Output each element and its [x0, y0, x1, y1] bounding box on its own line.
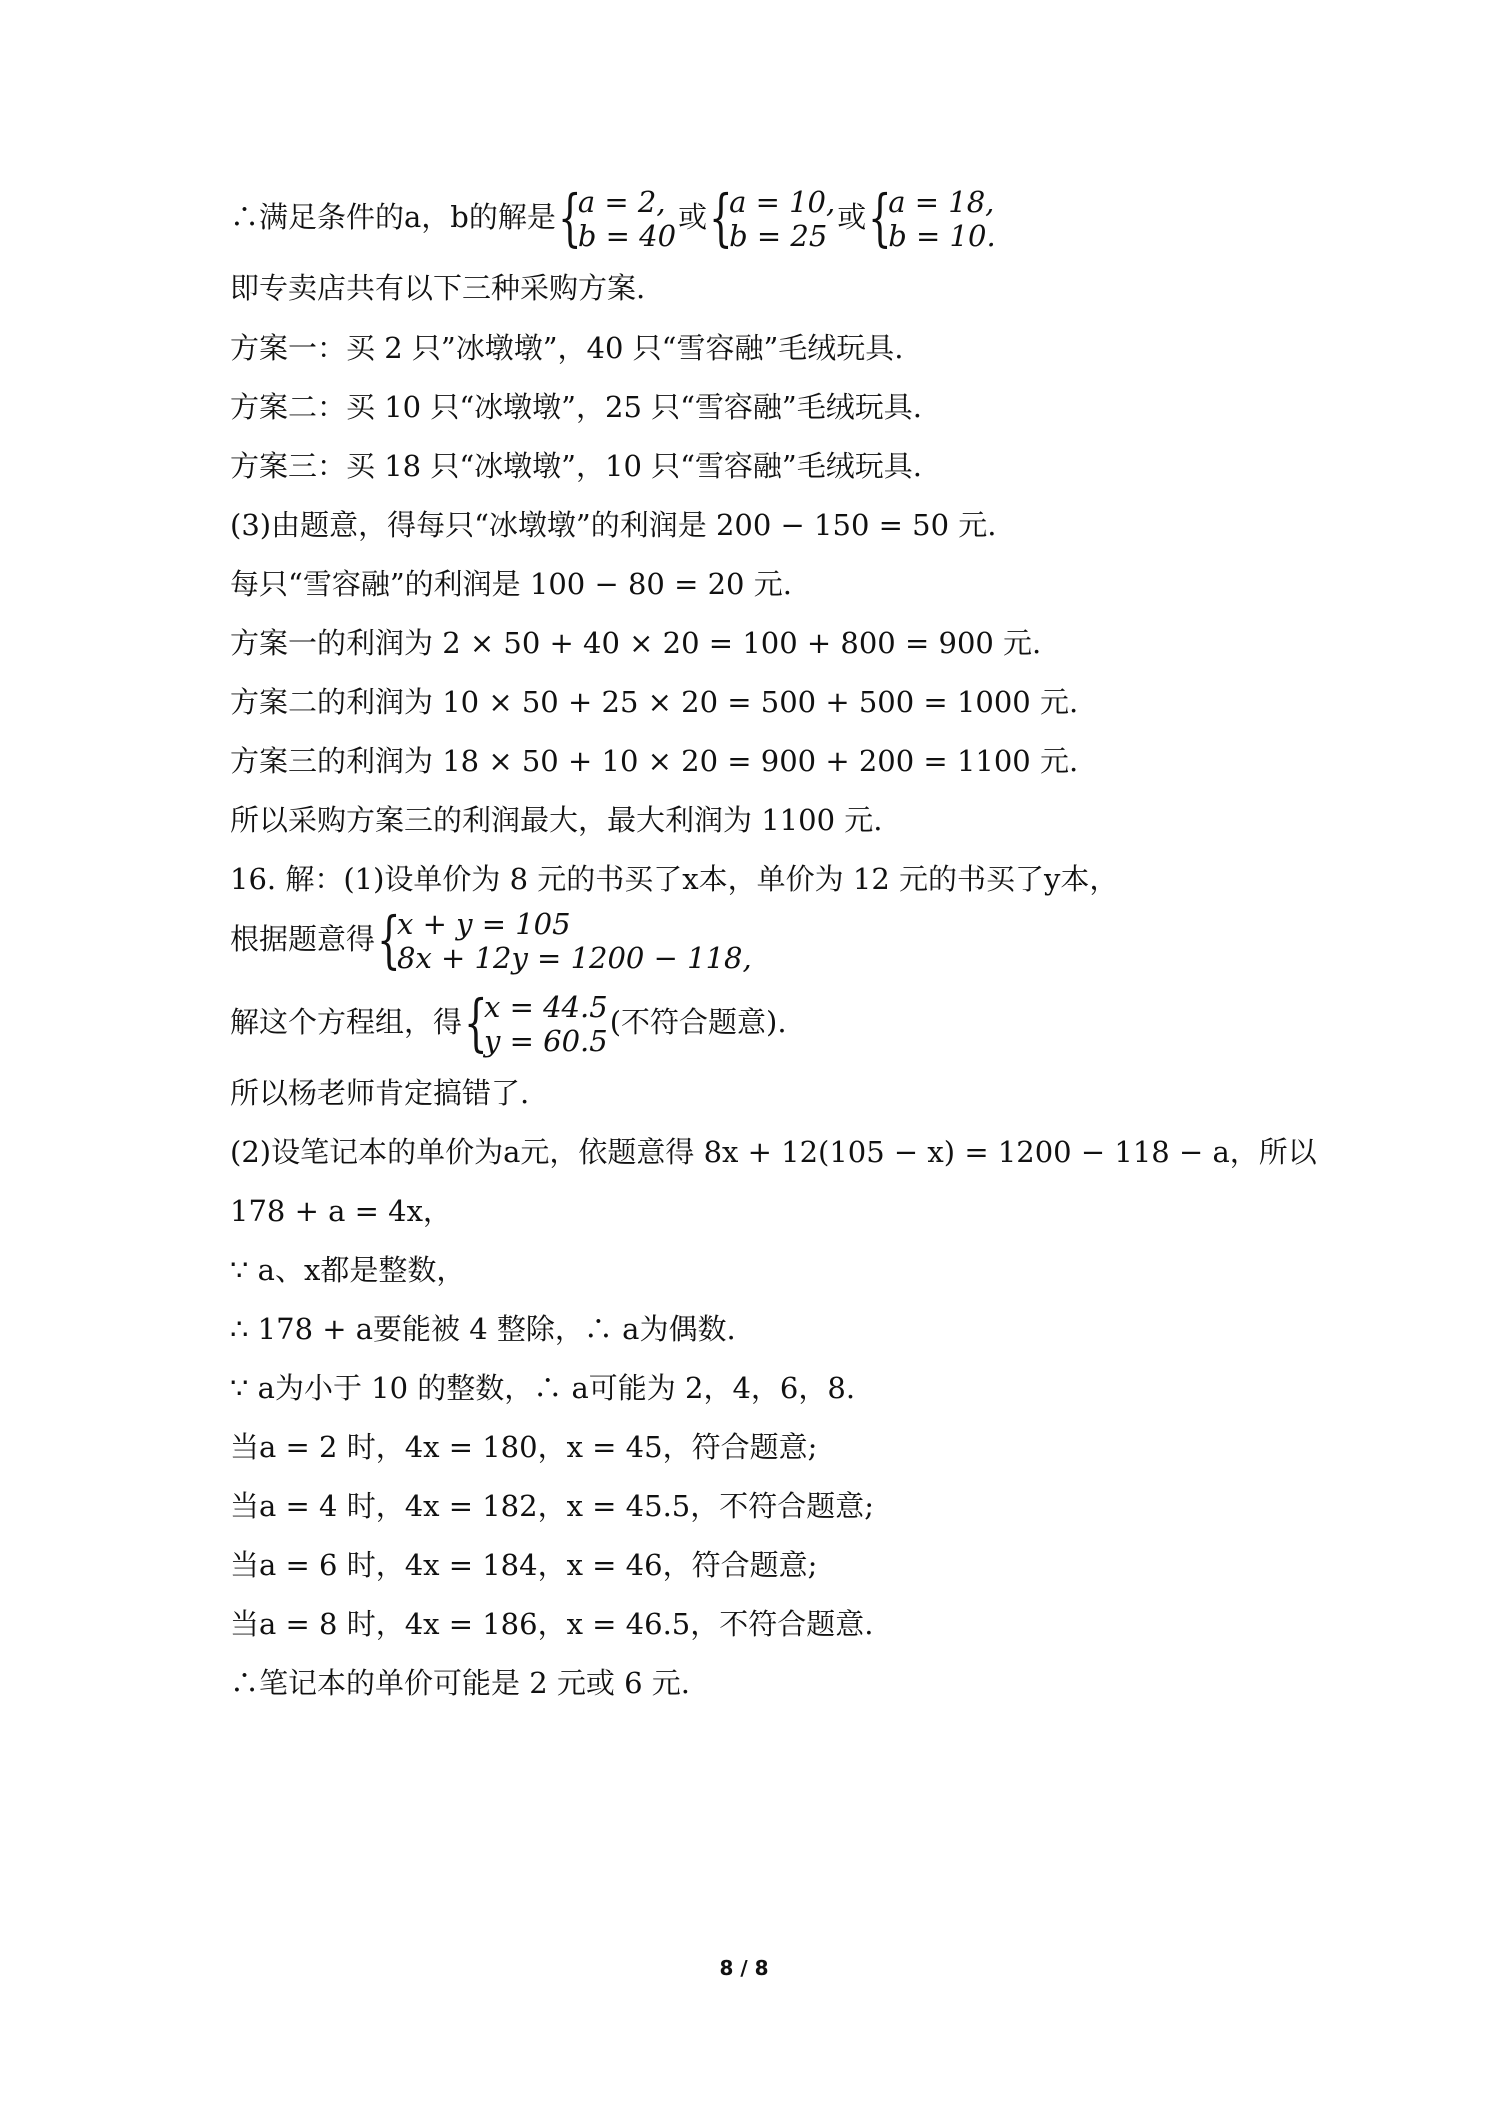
text-line: 所以采购方案三的利润最大，最大利润为 1100 元.: [230, 803, 883, 837]
or-word: 或: [837, 200, 867, 234]
equation-solution-line: 解这个方程组，得 { x = 44.5 y = 60.5 (不符合题意).: [230, 986, 787, 1059]
text-line: 178 + a = 4x，: [230, 1194, 452, 1228]
problem-16-heading: 16. 解：(1)设单价为 8 元的书买了x本，单价为 12 元的书买了y本，: [230, 862, 1119, 896]
equation-system-4: { x + y = 105 8x + 12y = 1200 − 118,: [377, 903, 752, 976]
text-line: 当a = 8 时，4x = 186，x = 46.5，不符合题意.: [230, 1607, 874, 1641]
text-line: 每只“雪容融”的利润是 100 − 80 = 20 元.: [230, 567, 792, 601]
text-line: 方案三的利润为 18 × 50 + 10 × 20 = 900 + 200 = 1100 元.: [230, 744, 1079, 778]
text-line: ∵ a为小于 10 的整数，∴ a可能为 2，4，6，8.: [230, 1371, 856, 1405]
text-line: 方案一的利润为 2 × 50 + 40 × 20 = 100 + 800 = 900 元.: [230, 626, 1042, 660]
text-line: 即专卖店共有以下三种采购方案.: [230, 271, 646, 305]
text-line: 当a = 2 时，4x = 180，x = 45，符合题意;: [230, 1430, 818, 1464]
text-line: 所以杨老师肯定搞错了.: [230, 1076, 530, 1110]
text-line: 当a = 4 时，4x = 182，x = 45.5，不符合题意;: [230, 1489, 875, 1523]
text-line: 当a = 6 时，4x = 184，x = 46，符合题意;: [230, 1548, 818, 1582]
equation-system-3: { a = 18, b = 10.: [868, 181, 996, 254]
equation-setup-line: 根据题意得 { x + y = 105 8x + 12y = 1200 − 118,: [230, 903, 752, 976]
equation-system-2: { a = 10, b = 25: [709, 181, 836, 254]
equation-system-5: { x = 44.5 y = 60.5: [464, 986, 608, 1059]
text-line: (2)设笔记本的单价为a元，依题意得 8x + 12(105 − x) = 1200 − 118 − a，所以: [230, 1135, 1317, 1169]
solution-prefix: ∴满足条件的a，b的解是: [230, 200, 556, 234]
page-number: 8 / 8: [719, 1956, 769, 1980]
solution-line-1: [230, 181, 998, 254]
text-line: 方案一：买 2 只”冰墩墩”，40 只“雪容融”毛绒玩具.: [230, 331, 904, 365]
text-line: (3)由题意，得每只“冰墩墩”的利润是 200 − 150 = 50 元.: [230, 508, 997, 542]
equation-system-1: { a = 2, b = 40: [557, 181, 677, 254]
text-line: 方案二的利润为 10 × 50 + 25 × 20 = 500 + 500 = 1000 元.: [230, 685, 1079, 719]
text-line: ∵ a、x都是整数，: [230, 1253, 466, 1287]
text-line: 方案三：买 18 只“冰墩墩”，10 只“雪容融”毛绒玩具.: [230, 449, 922, 483]
conclusion-line: ∴笔记本的单价可能是 2 元或 6 元.: [230, 1666, 690, 1700]
or-word: 或: [678, 200, 708, 234]
text-line: ∴ 178 + a要能被 4 整除，∴ a为偶数.: [230, 1312, 736, 1346]
text-line: 方案二：买 10 只“冰墩墩”，25 只“雪容融”毛绒玩具.: [230, 390, 922, 424]
